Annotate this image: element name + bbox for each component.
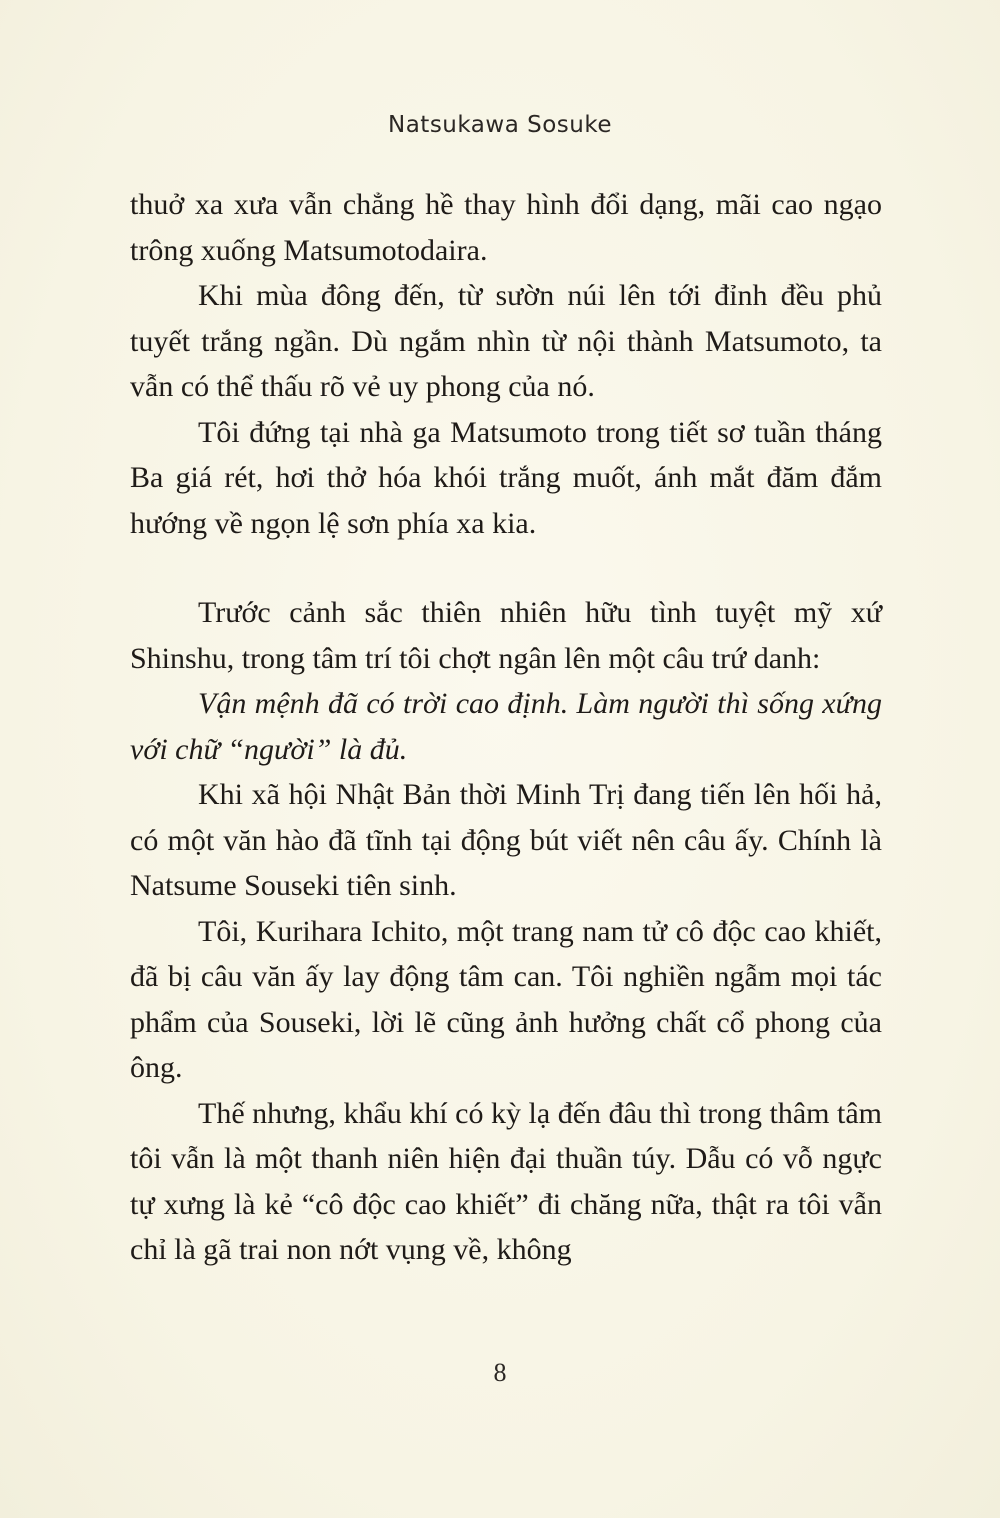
- paragraph: Thế nhưng, khẩu khí có kỳ lạ đến đâu thì trong thâm tâm tôi vẫn là một thanh niên hiện đại thuần túy. Dẫu có vỗ ngực tự xưng là kẻ “cô độc cao khiết” đi chăng nữa, thật ra tôi vẫn chỉ là gã trai non nớt vụng về, không: [130, 1096, 882, 1266]
- running-head: Natsukawa Sosuke: [388, 112, 612, 138]
- quotation: Vận mệnh đã có trời cao định. Làm người thì sống xứng với chữ “người” là đủ.: [130, 687, 882, 766]
- paragraph: Khi xã hội Nhật Bản thời Minh Trị đang tiến lên hối hả, có một văn hào đã tĩnh tại động bút viết nên câu ấy. Chính là Natsume Souseki tiên sinh.: [130, 778, 882, 902]
- paragraph: Tôi, Kurihara Ichito, một trang nam tử cô độc cao khiết, đã bị câu văn ấy lay động tâm can. Tôi nghiền ngẫm mọi tác phẩm của Souseki, lời lẽ cũng ảnh hưởng chất cổ phong của ông.: [130, 914, 882, 1084]
- paragraph: Khi mùa đông đến, từ sườn núi lên tới đỉnh đều phủ tuyết trắng ngần. Dù ngắm nhìn từ nội thành Matsumoto, ta vẫn có thể thấu rõ vẻ uy phong của nó.: [130, 279, 882, 403]
- paragraph-continuation: thuở xa xưa vẫn chẳng hề thay hình đổi dạng, mãi cao ngạo trông xuống Matsumotodaira.: [130, 188, 882, 267]
- page-number: 8: [493, 1358, 507, 1387]
- body-text: [130, 182, 882, 1273]
- paragraph: Trước cảnh sắc thiên nhiên hữu tình tuyệt mỹ xứ Shinshu, trong tâm trí tôi chợt ngân lên một câu trứ danh:: [130, 596, 882, 675]
- paragraph: Tôi đứng tại nhà ga Matsumoto trong tiết sơ tuần tháng Ba giá rét, hơi thở hóa khói trắng muốt, ánh mắt đăm đắm hướng về ngọn lệ sơn phía xa kia.: [130, 415, 882, 540]
